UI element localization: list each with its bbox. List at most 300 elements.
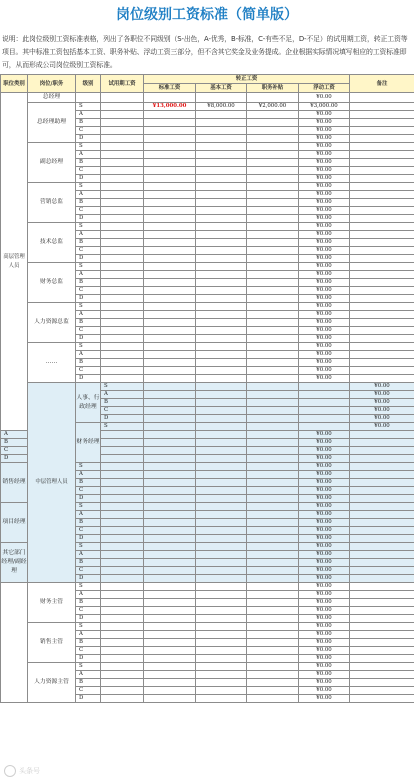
allowance-cell[interactable] — [247, 631, 299, 639]
floating-cell[interactable]: ¥0.00 — [299, 135, 350, 143]
standard-cell[interactable] — [144, 279, 196, 287]
remark-cell[interactable] — [350, 591, 414, 599]
remark-cell[interactable] — [350, 687, 414, 695]
standard-cell[interactable] — [144, 487, 196, 495]
standard-cell[interactable] — [144, 655, 196, 663]
standard-cell[interactable]: ¥13,000.00 — [144, 103, 196, 111]
probation-cell[interactable] — [101, 295, 144, 303]
allowance-cell[interactable] — [247, 647, 299, 655]
allowance-cell[interactable] — [247, 151, 299, 159]
remark-cell[interactable] — [350, 271, 414, 279]
probation-cell[interactable] — [101, 111, 144, 119]
probation-cell[interactable] — [144, 407, 196, 415]
allowance-cell[interactable] — [247, 511, 299, 519]
probation-cell[interactable] — [101, 551, 144, 559]
remark-cell[interactable] — [350, 639, 414, 647]
probation-cell[interactable] — [101, 167, 144, 175]
standard-cell[interactable] — [144, 93, 196, 103]
remark-cell[interactable] — [350, 103, 414, 111]
allowance-cell[interactable]: ¥2,000.00 — [247, 103, 299, 111]
allowance-cell[interactable] — [247, 335, 299, 343]
standard-cell[interactable] — [144, 127, 196, 135]
standard-cell[interactable] — [144, 679, 196, 687]
floating-cell[interactable]: ¥0.00 — [299, 287, 350, 295]
probation-cell[interactable] — [101, 575, 144, 583]
remark-cell[interactable] — [350, 495, 414, 503]
floating-cell[interactable]: ¥0.00 — [350, 423, 414, 431]
standard-cell[interactable] — [144, 231, 196, 239]
floating-cell[interactable]: ¥0.00 — [299, 663, 350, 671]
allowance-cell[interactable] — [299, 407, 350, 415]
standard-cell[interactable] — [144, 375, 196, 383]
standard-cell[interactable] — [144, 455, 196, 463]
floating-cell[interactable]: ¥0.00 — [350, 391, 414, 399]
allowance-cell[interactable] — [247, 319, 299, 327]
floating-cell[interactable]: ¥0.00 — [299, 167, 350, 175]
remark-cell[interactable] — [350, 479, 414, 487]
allowance-cell[interactable] — [247, 543, 299, 551]
probation-cell[interactable] — [144, 415, 196, 423]
remark-cell[interactable] — [350, 175, 414, 183]
remark-cell[interactable] — [350, 119, 414, 127]
allowance-cell[interactable] — [247, 207, 299, 215]
remark-cell[interactable] — [350, 575, 414, 583]
remark-cell[interactable] — [350, 695, 414, 703]
base-cell[interactable] — [196, 343, 247, 351]
allowance-cell[interactable] — [247, 359, 299, 367]
probation-cell[interactable] — [101, 439, 144, 447]
base-cell[interactable] — [196, 671, 247, 679]
base-cell[interactable] — [196, 167, 247, 175]
base-cell[interactable] — [247, 383, 299, 391]
floating-cell[interactable]: ¥0.00 — [350, 383, 414, 391]
remark-cell[interactable] — [350, 527, 414, 535]
remark-cell[interactable] — [350, 631, 414, 639]
floating-cell[interactable]: ¥0.00 — [299, 591, 350, 599]
allowance-cell[interactable] — [247, 607, 299, 615]
base-cell[interactable] — [196, 535, 247, 543]
floating-cell[interactable]: ¥0.00 — [299, 583, 350, 591]
remark-cell[interactable] — [350, 111, 414, 119]
base-cell[interactable] — [196, 583, 247, 591]
base-cell[interactable] — [196, 135, 247, 143]
allowance-cell[interactable] — [247, 503, 299, 511]
standard-cell[interactable] — [144, 647, 196, 655]
standard-cell[interactable] — [144, 143, 196, 151]
remark-cell[interactable] — [350, 191, 414, 199]
standard-cell[interactable] — [144, 159, 196, 167]
standard-cell[interactable] — [144, 447, 196, 455]
base-cell[interactable] — [196, 111, 247, 119]
floating-cell[interactable]: ¥0.00 — [299, 679, 350, 687]
base-cell[interactable] — [247, 423, 299, 431]
probation-cell[interactable] — [101, 679, 144, 687]
probation-cell[interactable] — [101, 93, 144, 103]
standard-cell[interactable] — [144, 303, 196, 311]
base-cell[interactable] — [196, 263, 247, 271]
floating-cell[interactable]: ¥0.00 — [299, 111, 350, 119]
standard-cell[interactable] — [144, 511, 196, 519]
base-cell[interactable] — [196, 119, 247, 127]
standard-cell[interactable] — [144, 599, 196, 607]
base-cell[interactable] — [196, 431, 247, 439]
remark-cell[interactable] — [350, 199, 414, 207]
floating-cell[interactable]: ¥0.00 — [299, 623, 350, 631]
probation-cell[interactable] — [101, 279, 144, 287]
base-cell[interactable] — [196, 311, 247, 319]
base-cell[interactable] — [196, 591, 247, 599]
base-cell[interactable] — [196, 151, 247, 159]
floating-cell[interactable]: ¥0.00 — [299, 551, 350, 559]
standard-cell[interactable] — [144, 287, 196, 295]
floating-cell[interactable]: ¥0.00 — [299, 183, 350, 191]
probation-cell[interactable] — [101, 639, 144, 647]
floating-cell[interactable]: ¥0.00 — [299, 671, 350, 679]
floating-cell[interactable]: ¥0.00 — [299, 575, 350, 583]
allowance-cell[interactable] — [247, 447, 299, 455]
floating-cell[interactable]: ¥0.00 — [299, 503, 350, 511]
floating-cell[interactable]: ¥0.00 — [299, 519, 350, 527]
floating-cell[interactable]: ¥0.00 — [299, 191, 350, 199]
remark-cell[interactable] — [350, 487, 414, 495]
allowance-cell[interactable] — [247, 655, 299, 663]
standard-cell[interactable] — [196, 423, 247, 431]
probation-cell[interactable] — [101, 487, 144, 495]
allowance-cell[interactable] — [247, 639, 299, 647]
standard-cell[interactable] — [144, 223, 196, 231]
allowance-cell[interactable] — [247, 599, 299, 607]
standard-cell[interactable] — [144, 551, 196, 559]
probation-cell[interactable] — [101, 455, 144, 463]
allowance-cell[interactable] — [247, 167, 299, 175]
standard-cell[interactable] — [144, 135, 196, 143]
remark-cell[interactable] — [350, 143, 414, 151]
allowance-cell[interactable] — [247, 343, 299, 351]
floating-cell[interactable]: ¥0.00 — [299, 607, 350, 615]
allowance-cell[interactable] — [247, 615, 299, 623]
allowance-cell[interactable] — [247, 471, 299, 479]
standard-cell[interactable] — [144, 151, 196, 159]
probation-cell[interactable] — [101, 607, 144, 615]
remark-cell[interactable] — [350, 247, 414, 255]
base-cell[interactable] — [196, 639, 247, 647]
probation-cell[interactable] — [101, 215, 144, 223]
floating-cell[interactable]: ¥0.00 — [299, 295, 350, 303]
probation-cell[interactable] — [101, 343, 144, 351]
base-cell[interactable] — [247, 407, 299, 415]
floating-cell[interactable]: ¥0.00 — [299, 471, 350, 479]
allowance-cell[interactable] — [247, 175, 299, 183]
allowance-cell[interactable] — [247, 255, 299, 263]
base-cell[interactable] — [196, 455, 247, 463]
base-cell[interactable] — [196, 359, 247, 367]
standard-cell[interactable] — [144, 567, 196, 575]
probation-cell[interactable] — [101, 447, 144, 455]
probation-cell[interactable] — [101, 511, 144, 519]
remark-cell[interactable] — [350, 263, 414, 271]
remark-cell[interactable] — [350, 343, 414, 351]
standard-cell[interactable] — [144, 535, 196, 543]
allowance-cell[interactable] — [247, 375, 299, 383]
allowance-cell[interactable] — [299, 423, 350, 431]
base-cell[interactable] — [196, 519, 247, 527]
base-cell[interactable] — [196, 199, 247, 207]
probation-cell[interactable] — [101, 527, 144, 535]
allowance-cell[interactable] — [247, 431, 299, 439]
standard-cell[interactable] — [144, 207, 196, 215]
remark-cell[interactable] — [350, 623, 414, 631]
base-cell[interactable] — [196, 143, 247, 151]
probation-cell[interactable] — [101, 239, 144, 247]
remark-cell[interactable] — [350, 503, 414, 511]
standard-cell[interactable] — [144, 591, 196, 599]
floating-cell[interactable]: ¥0.00 — [299, 279, 350, 287]
floating-cell[interactable]: ¥0.00 — [299, 647, 350, 655]
floating-cell[interactable]: ¥0.00 — [299, 303, 350, 311]
probation-cell[interactable] — [101, 287, 144, 295]
standard-cell[interactable] — [144, 239, 196, 247]
base-cell[interactable] — [196, 663, 247, 671]
standard-cell[interactable] — [144, 247, 196, 255]
standard-cell[interactable] — [144, 191, 196, 199]
base-cell[interactable] — [196, 695, 247, 703]
floating-cell[interactable]: ¥0.00 — [299, 495, 350, 503]
remark-cell[interactable] — [350, 183, 414, 191]
remark-cell[interactable] — [350, 615, 414, 623]
base-cell[interactable] — [196, 93, 247, 103]
probation-cell[interactable] — [101, 583, 144, 591]
standard-cell[interactable] — [144, 319, 196, 327]
base-cell[interactable] — [247, 399, 299, 407]
base-cell[interactable] — [196, 327, 247, 335]
allowance-cell[interactable] — [247, 215, 299, 223]
standard-cell[interactable] — [196, 415, 247, 423]
remark-cell[interactable] — [350, 543, 414, 551]
remark-cell[interactable] — [350, 367, 414, 375]
base-cell[interactable] — [196, 607, 247, 615]
floating-cell[interactable]: ¥0.00 — [299, 655, 350, 663]
probation-cell[interactable] — [101, 143, 144, 151]
standard-cell[interactable] — [144, 503, 196, 511]
allowance-cell[interactable] — [247, 591, 299, 599]
base-cell[interactable] — [196, 375, 247, 383]
base-cell[interactable] — [196, 687, 247, 695]
standard-cell[interactable] — [144, 271, 196, 279]
allowance-cell[interactable] — [247, 671, 299, 679]
remark-cell[interactable] — [350, 335, 414, 343]
probation-cell[interactable] — [101, 519, 144, 527]
allowance-cell[interactable] — [247, 263, 299, 271]
remark-cell[interactable] — [350, 351, 414, 359]
remark-cell[interactable] — [350, 127, 414, 135]
standard-cell[interactable] — [144, 519, 196, 527]
remark-cell[interactable] — [350, 663, 414, 671]
probation-cell[interactable] — [144, 399, 196, 407]
standard-cell[interactable] — [144, 575, 196, 583]
floating-cell[interactable]: ¥0.00 — [299, 199, 350, 207]
floating-cell[interactable]: ¥0.00 — [299, 207, 350, 215]
allowance-cell[interactable] — [247, 159, 299, 167]
probation-cell[interactable] — [101, 127, 144, 135]
base-cell[interactable] — [196, 279, 247, 287]
probation-cell[interactable] — [101, 351, 144, 359]
floating-cell[interactable]: ¥0.00 — [299, 431, 350, 439]
allowance-cell[interactable] — [247, 143, 299, 151]
standard-cell[interactable] — [144, 631, 196, 639]
base-cell[interactable] — [196, 271, 247, 279]
standard-cell[interactable] — [196, 391, 247, 399]
base-cell[interactable] — [196, 191, 247, 199]
remark-cell[interactable] — [350, 599, 414, 607]
floating-cell[interactable]: ¥0.00 — [299, 175, 350, 183]
probation-cell[interactable] — [101, 191, 144, 199]
floating-cell[interactable]: ¥0.00 — [299, 375, 350, 383]
floating-cell[interactable]: ¥0.00 — [350, 399, 414, 407]
remark-cell[interactable] — [350, 287, 414, 295]
probation-cell[interactable] — [101, 103, 144, 111]
probation-cell[interactable] — [101, 559, 144, 567]
remark-cell[interactable] — [350, 93, 414, 103]
remark-cell[interactable] — [350, 151, 414, 159]
probation-cell[interactable] — [101, 567, 144, 575]
base-cell[interactable] — [196, 503, 247, 511]
standard-cell[interactable] — [196, 399, 247, 407]
remark-cell[interactable] — [350, 279, 414, 287]
probation-cell[interactable] — [101, 479, 144, 487]
standard-cell[interactable] — [144, 367, 196, 375]
allowance-cell[interactable] — [247, 93, 299, 103]
floating-cell[interactable]: ¥0.00 — [299, 479, 350, 487]
probation-cell[interactable] — [101, 663, 144, 671]
floating-cell[interactable]: ¥0.00 — [299, 343, 350, 351]
floating-cell[interactable]: ¥0.00 — [299, 159, 350, 167]
remark-cell[interactable] — [350, 303, 414, 311]
standard-cell[interactable] — [144, 175, 196, 183]
remark-cell[interactable] — [350, 359, 414, 367]
probation-cell[interactable] — [101, 175, 144, 183]
probation-cell[interactable] — [101, 503, 144, 511]
remark-cell[interactable] — [350, 607, 414, 615]
floating-cell[interactable]: ¥0.00 — [299, 559, 350, 567]
base-cell[interactable] — [196, 447, 247, 455]
remark-cell[interactable] — [350, 559, 414, 567]
standard-cell[interactable] — [144, 639, 196, 647]
probation-cell[interactable] — [101, 135, 144, 143]
floating-cell[interactable]: ¥0.00 — [299, 567, 350, 575]
standard-cell[interactable] — [196, 383, 247, 391]
remark-cell[interactable] — [350, 231, 414, 239]
base-cell[interactable] — [196, 599, 247, 607]
remark-cell[interactable] — [350, 375, 414, 383]
base-cell[interactable] — [196, 495, 247, 503]
base-cell[interactable] — [196, 631, 247, 639]
probation-cell[interactable] — [101, 471, 144, 479]
floating-cell[interactable]: ¥0.00 — [299, 631, 350, 639]
remark-cell[interactable] — [350, 295, 414, 303]
allowance-cell[interactable] — [247, 223, 299, 231]
standard-cell[interactable] — [144, 471, 196, 479]
floating-cell[interactable]: ¥0.00 — [299, 255, 350, 263]
probation-cell[interactable] — [101, 231, 144, 239]
remark-cell[interactable] — [350, 511, 414, 519]
floating-cell[interactable]: ¥0.00 — [299, 447, 350, 455]
base-cell[interactable] — [196, 527, 247, 535]
allowance-cell[interactable] — [247, 231, 299, 239]
remark-cell[interactable] — [350, 647, 414, 655]
standard-cell[interactable] — [144, 255, 196, 263]
floating-cell[interactable]: ¥0.00 — [299, 151, 350, 159]
standard-cell[interactable] — [196, 407, 247, 415]
probation-cell[interactable] — [101, 695, 144, 703]
base-cell[interactable] — [196, 335, 247, 343]
probation-cell[interactable] — [101, 319, 144, 327]
standard-cell[interactable] — [144, 543, 196, 551]
probation-cell[interactable] — [144, 391, 196, 399]
remark-cell[interactable] — [350, 159, 414, 167]
probation-cell[interactable] — [101, 335, 144, 343]
remark-cell[interactable] — [350, 679, 414, 687]
standard-cell[interactable] — [144, 615, 196, 623]
standard-cell[interactable] — [144, 343, 196, 351]
standard-cell[interactable] — [144, 335, 196, 343]
remark-cell[interactable] — [350, 439, 414, 447]
allowance-cell[interactable] — [247, 287, 299, 295]
standard-cell[interactable] — [144, 311, 196, 319]
allowance-cell[interactable] — [247, 535, 299, 543]
remark-cell[interactable] — [350, 519, 414, 527]
remark-cell[interactable] — [350, 207, 414, 215]
probation-cell[interactable] — [101, 183, 144, 191]
base-cell[interactable] — [196, 287, 247, 295]
allowance-cell[interactable] — [247, 439, 299, 447]
probation-cell[interactable] — [101, 223, 144, 231]
probation-cell[interactable] — [144, 383, 196, 391]
base-cell[interactable] — [196, 239, 247, 247]
allowance-cell[interactable] — [247, 191, 299, 199]
probation-cell[interactable] — [101, 151, 144, 159]
standard-cell[interactable] — [144, 359, 196, 367]
allowance-cell[interactable] — [247, 351, 299, 359]
base-cell[interactable] — [196, 567, 247, 575]
standard-cell[interactable] — [144, 671, 196, 679]
probation-cell[interactable] — [101, 687, 144, 695]
base-cell[interactable] — [196, 207, 247, 215]
allowance-cell[interactable] — [247, 575, 299, 583]
standard-cell[interactable] — [144, 439, 196, 447]
remark-cell[interactable] — [350, 135, 414, 143]
probation-cell[interactable] — [101, 199, 144, 207]
base-cell[interactable] — [196, 551, 247, 559]
base-cell[interactable] — [196, 543, 247, 551]
allowance-cell[interactable] — [247, 687, 299, 695]
remark-cell[interactable] — [350, 455, 414, 463]
allowance-cell[interactable] — [247, 119, 299, 127]
base-cell[interactable] — [196, 223, 247, 231]
base-cell[interactable] — [196, 255, 247, 263]
base-cell[interactable] — [196, 215, 247, 223]
floating-cell[interactable]: ¥0.00 — [299, 247, 350, 255]
standard-cell[interactable] — [144, 695, 196, 703]
probation-cell[interactable] — [101, 271, 144, 279]
base-cell[interactable] — [196, 439, 247, 447]
remark-cell[interactable] — [350, 311, 414, 319]
probation-cell[interactable] — [101, 255, 144, 263]
allowance-cell[interactable] — [247, 479, 299, 487]
base-cell[interactable] — [196, 623, 247, 631]
allowance-cell[interactable] — [247, 463, 299, 471]
standard-cell[interactable] — [144, 527, 196, 535]
base-cell[interactable] — [196, 655, 247, 663]
